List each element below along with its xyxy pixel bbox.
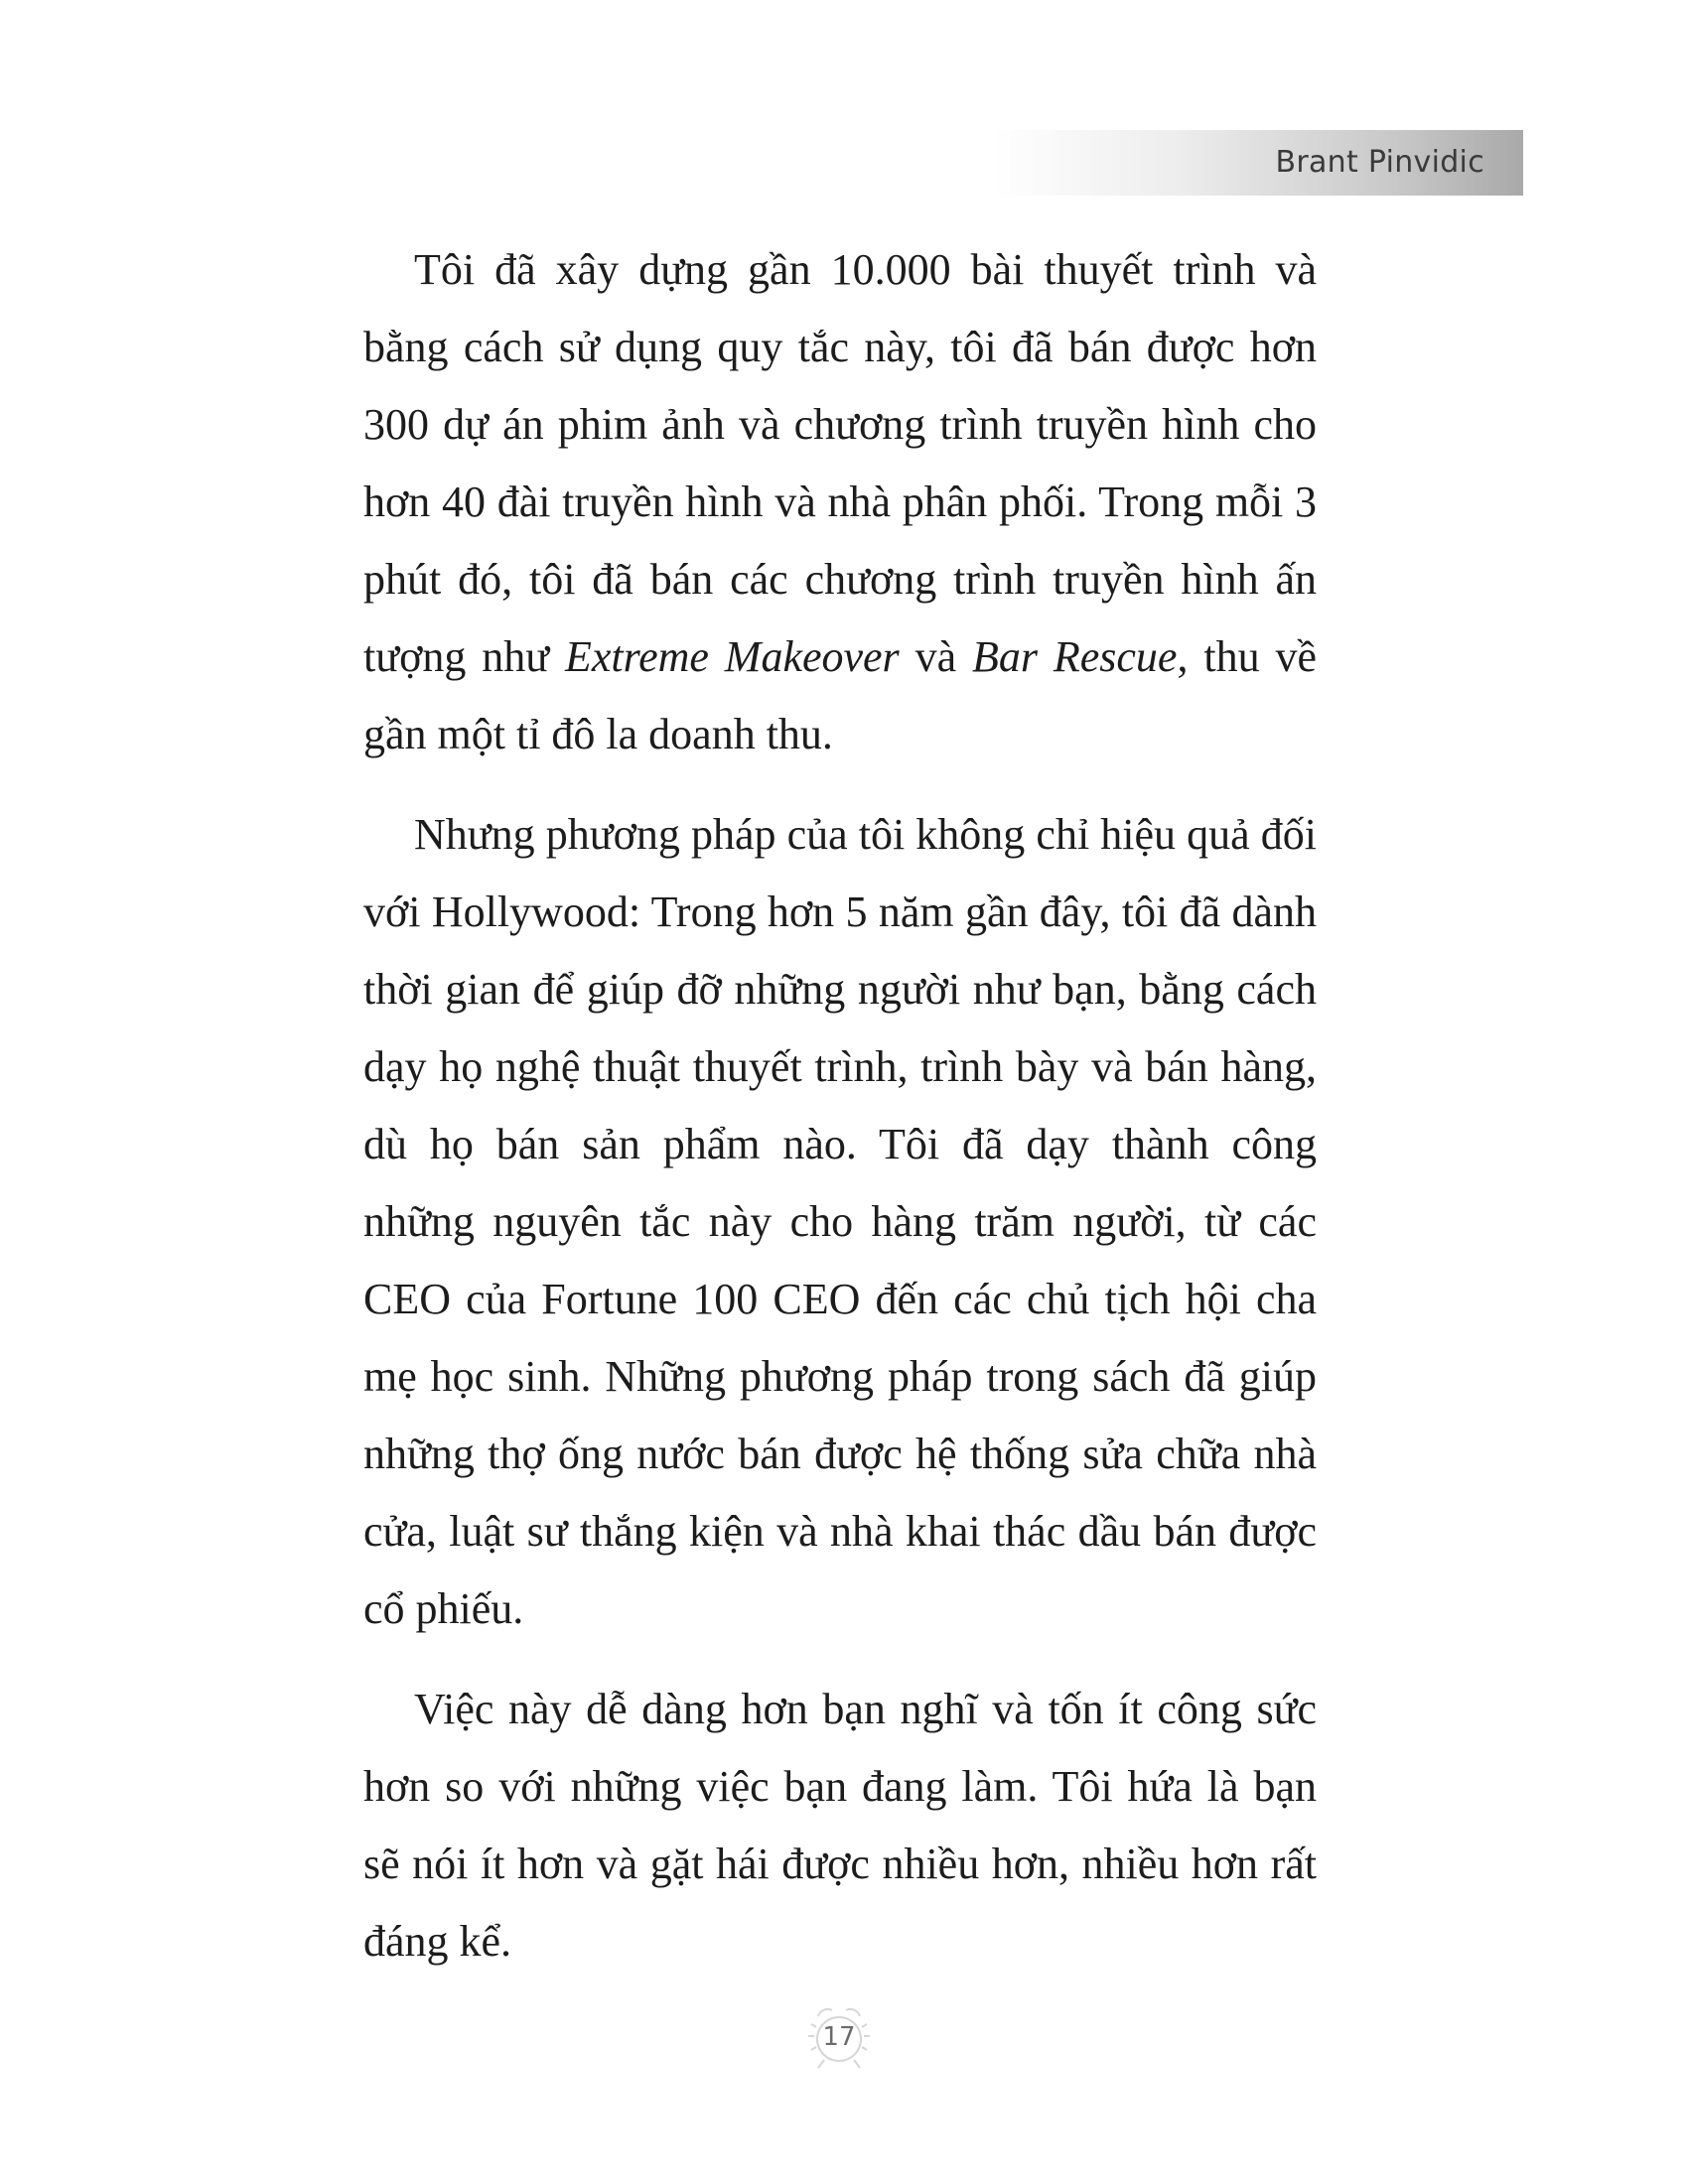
page-body	[363, 231, 1317, 2003]
paragraph-1	[363, 231, 1317, 773]
paragraph-2: Nhưng phương pháp của tôi không chỉ hiệu quả đối với Hollywood: Trong hơn 5 năm gần đây, tôi đã dành thời gian để giúp đỡ những người như bạn, bằng cách dạy họ nghệ thuật thuyết trình, trình bày và bán hàng, dù họ bán sản phẩm nào. Tôi đã dạy thành công những nguyên tắc này cho hàng trăm người, từ các CEO của Fortune 100 CEO đến các chủ tịch hội cha mẹ học sinh. Những phương pháp trong sách đã giúp những thợ ống nước bán được hệ thống sửa chữa nhà cửa, luật sư thắng kiện và nhà khai thác dầu bán được cổ phiếu.	[363, 810, 1317, 1633]
title-bar-rescue: Bar Rescue	[971, 632, 1178, 681]
page-number-ornament	[794, 1992, 884, 2082]
paragraph-1-text: Tôi đã xây dựng gần 10.000 bài thuyết trình và bằng cách sử dụng quy tắc này, tôi đã bán được hơn 300 dự án phim ảnh và chương trình truyền hình cho hơn 40 đài truyền hình và nhà phân phối. Trong mỗi 3 phút đó, tôi đã bán các chương trình truyền hình ấn tượng như	[363, 245, 1317, 681]
paragraph-3: Việc này dễ dàng hơn bạn nghĩ và tốn ít công sức hơn so với những việc bạn đang làm. Tôi hứa là bạn sẽ nói ít hơn và gặt hái được nhiều hơn, nhiều hơn rất đáng kể.	[363, 1685, 1317, 1966]
page-number: 17	[822, 2022, 856, 2052]
paragraph-1-conjunction: và	[899, 632, 972, 681]
title-extreme-makeover: Extreme Makeover	[564, 632, 900, 681]
running-header-author: Brant Pinvidic	[1275, 145, 1484, 180]
paragraph-1-ending: , thu về gần một tỉ đô la doanh thu.	[363, 632, 1317, 758]
